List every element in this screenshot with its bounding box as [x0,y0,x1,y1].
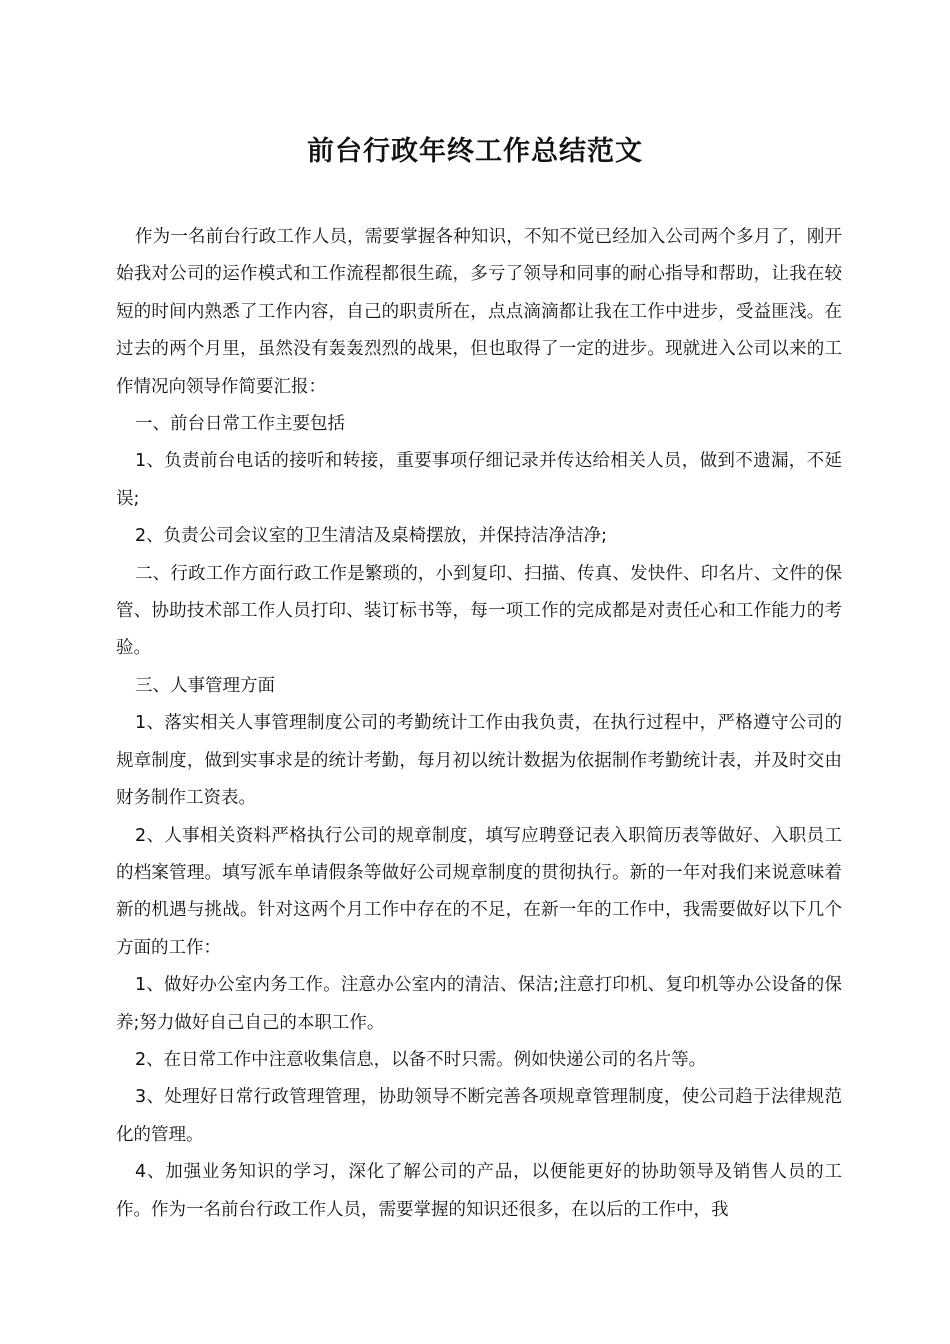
section-heading-hr: 三、人事管理方面 [135,675,275,696]
paragraph-hr-records: 2、人事相关资料严格执行公司的规章制度，填写应聘登记表入职简历表等做好、入职员工的档案管理。填写派车单请假条等做好公司规章制度的贯彻执行。新的一年对我们来说意味着新的机遇与挑战。针对这两个月工作中存在的不足，在新一年的工作中，我需要做好以下几个方面的工作： [116,825,842,958]
paragraph-admin-management: 3、处理好日常行政管理管理，协助领导不断完善各项规章管理制度，使公司趋于法律规范化的管理。 [116,1087,842,1145]
document-title: 前台行政年终工作总结范文 [307,136,643,167]
paragraph-admin-work: 二、行政工作方面行政工作是繁琐的，小到复印、扫描、传真、发快件、印名片、文件的保管、协助技术部工作人员打印、装订标书等，每一项工作的完成都是对责任心和工作能力的考验。 [116,563,842,659]
paragraph-info-collection: 2、在日常工作中注意收集信息，以备不时只需。例如快递公司的名片等。 [135,1049,707,1070]
paragraph-phone-duty: 1、负责前台电话的接听和转接，重要事项仔细记录并传达给相关人员，做到不遗漏，不延误; [116,451,842,509]
paragraph-meeting-room: 2、负责公司会议室的卫生清洁及桌椅摆放，并保持洁净洁净; [135,526,608,547]
paragraph-office-tasks: 1、做好办公室内务工作。注意办公室内的清洁、保洁;注意打印机、复印机等办公设备的保养;努力做好自己自己的本职工作。 [116,975,842,1033]
paragraph-intro: 作为一名前台行政工作人员，需要掌握各种知识，不知不觉已经加入公司两个多月了，刚开始我对公司的运作模式和工作流程都很生疏，多亏了领导和同事的耐心指导和帮助，让我在较短的时间内熟悉了工作内容，自己的职责所在，点点滴滴都让我在工作中进步，受益匪浅。在过去的两个月里，虽然没有轰轰烈烈的战果，但也取得了一定的进步。现就进入公司以来的工作情况向领导作简要汇报： [116,227,842,397]
paragraph-attendance: 1、落实相关人事管理制度公司的考勤统计工作由我负责，在执行过程中，严格遵守公司的规章制度，做到实事求是的统计考勤，每月初以统计数据为依据制作考勤统计表，并及时交由财务制作工资表。 [116,713,842,809]
document-body [116,219,842,1229]
paragraph-learning: 4、加强业务知识的学习，深化了解公司的产品，以便能更好的协助领导及销售人员的工作。作为一名前台行政工作人员，需要掌握的知识还很多，在以后的工作中，我 [116,1162,842,1220]
section-heading-front-desk: 一、前台日常工作主要包括 [135,414,345,435]
